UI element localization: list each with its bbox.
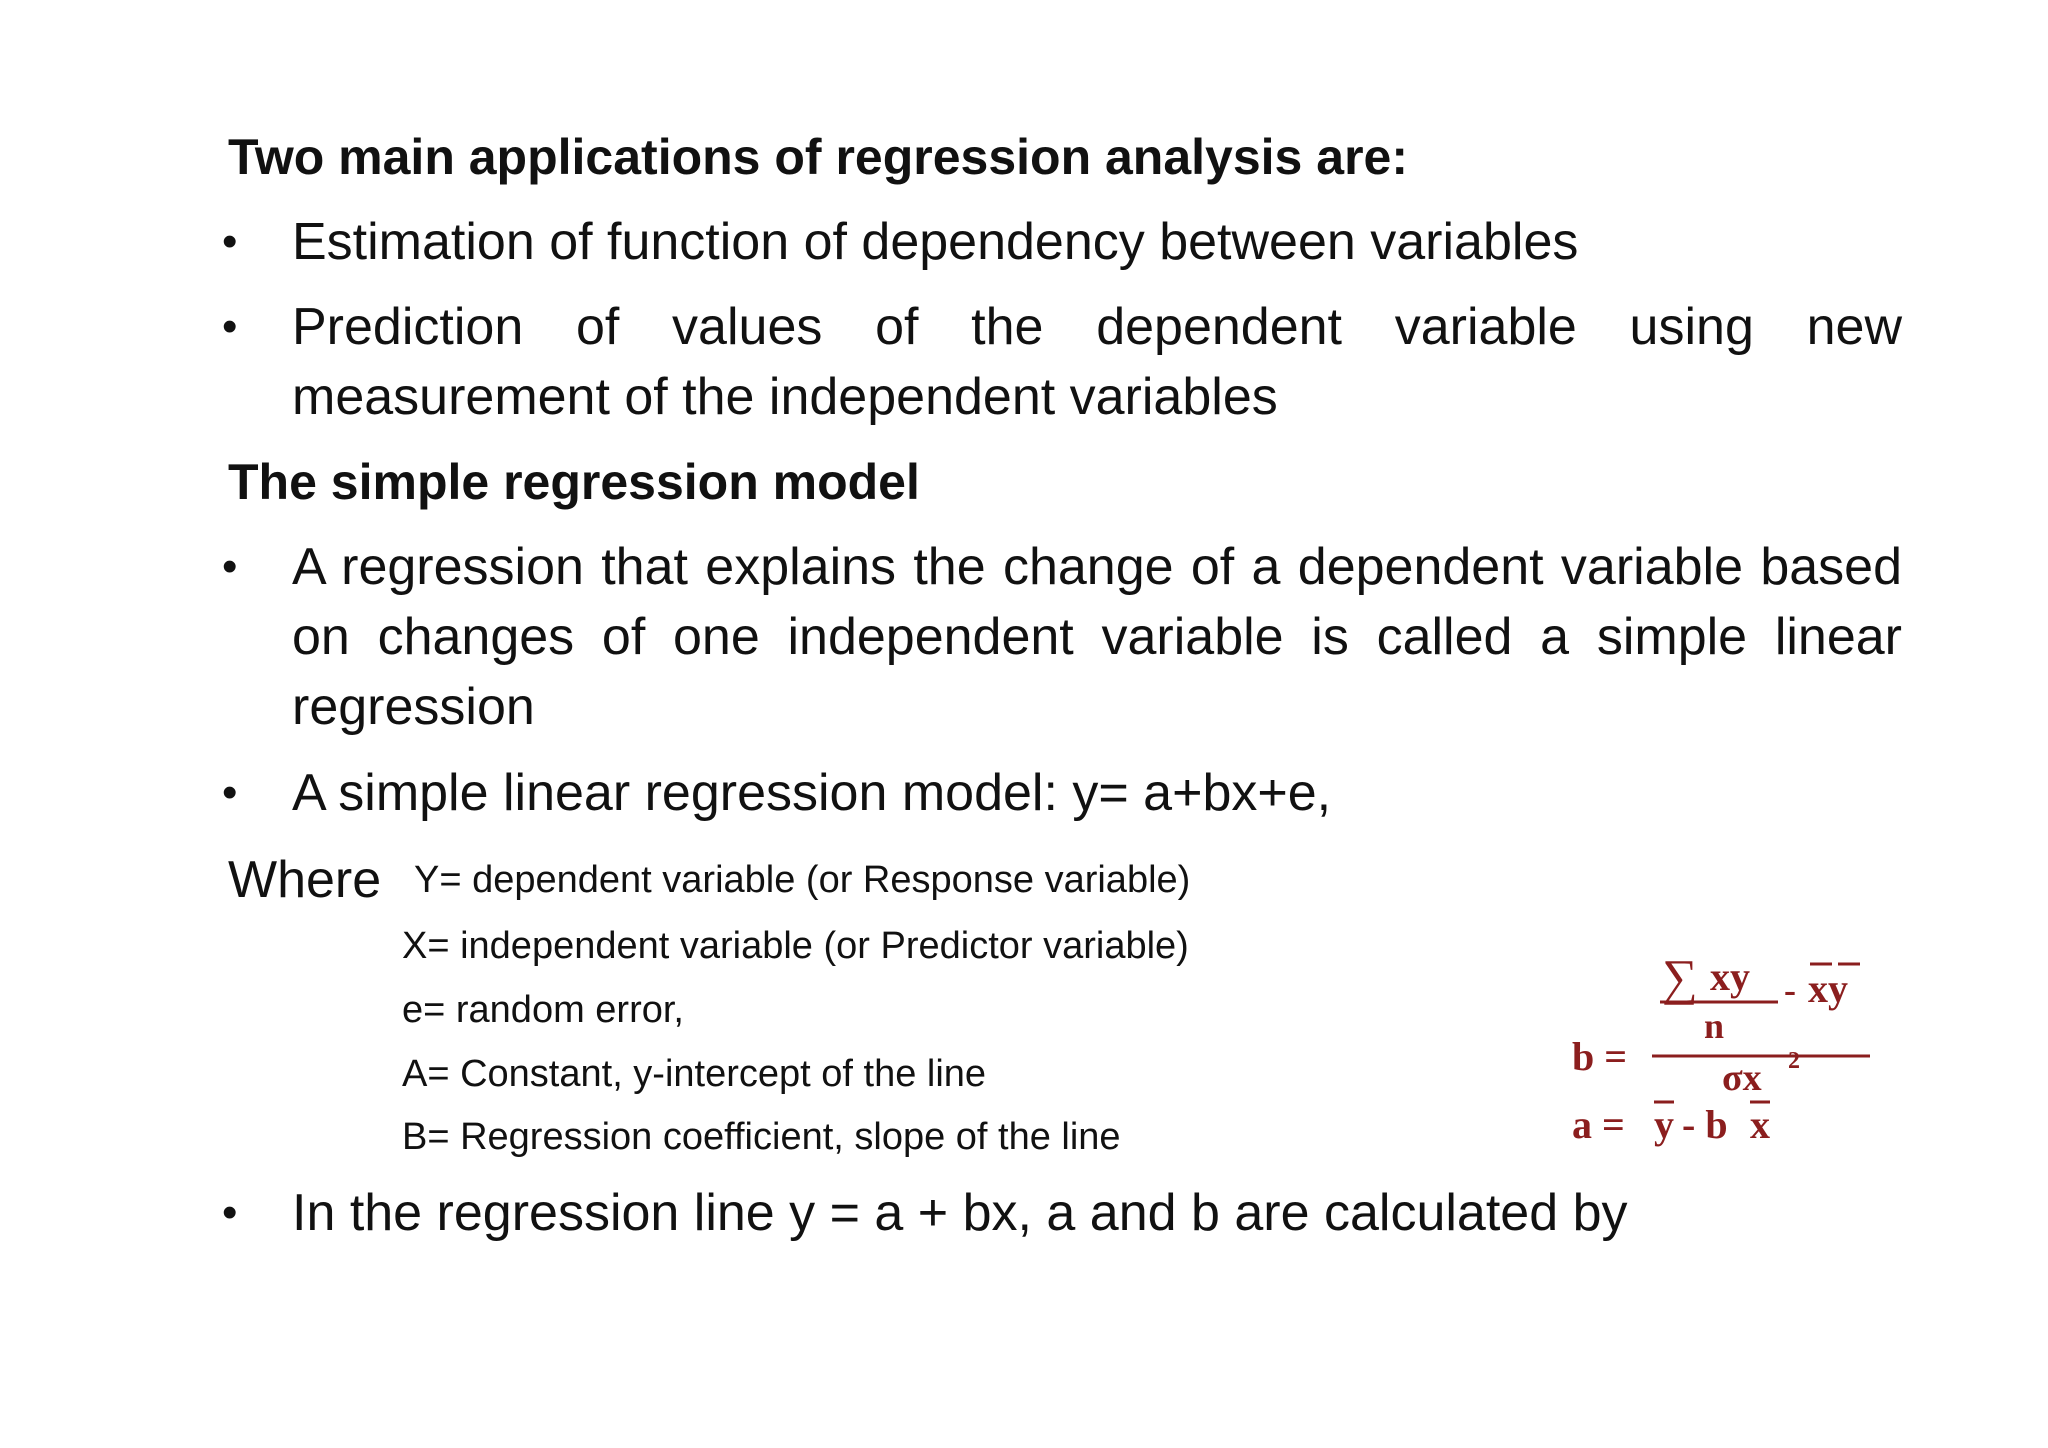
definition-item: e= random error, <box>402 989 684 1031</box>
a-rhs-mid: - b <box>1682 1102 1728 1147</box>
where-label: Where <box>228 851 382 909</box>
bullet-item <box>222 207 1902 277</box>
definition-item: A= Constant, y-intercept of the line <box>402 1053 987 1095</box>
denominator: σx <box>1722 1057 1762 1099</box>
bullet-item <box>222 758 1902 828</box>
bullet-dot-icon: • <box>222 1188 238 1237</box>
bullet-dot-icon: • <box>222 217 238 266</box>
bullet-text: Estimation of function of dependency between variables <box>292 213 1579 271</box>
mean-term: xy <box>1808 966 1848 1011</box>
numerator-term: xy <box>1710 954 1750 999</box>
bullet-text: A regression that explains the change of a dependent variable based on changes of one independent variable is called a simple linear regression <box>292 538 1902 736</box>
bullet-text: A simple linear regression model: y= a+bx+e, <box>292 764 1332 822</box>
minus-sign: - <box>1784 970 1796 1010</box>
definition-item: X= independent variable (or Predictor variable) <box>402 925 1189 967</box>
definition-item: Y= dependent variable (or Response variable) <box>414 859 1191 901</box>
sum-symbol: ∑ <box>1662 949 1698 1005</box>
bullet-item <box>222 292 1902 432</box>
a-rhs-y: y <box>1654 1102 1674 1147</box>
section1-heading: Two main applications of regression analysis are: <box>228 129 1408 185</box>
exponent: 2 <box>1788 1048 1800 1074</box>
a-lhs: a = <box>1572 1102 1625 1147</box>
divisor-n: n <box>1704 1006 1725 1046</box>
a-rhs-x: x <box>1750 1102 1770 1147</box>
bullet-dot-icon: • <box>222 768 238 817</box>
bullet-text: Prediction of values of the dependent variable using new measurement of the independent variables <box>292 298 1902 426</box>
bullet-item <box>222 532 1902 742</box>
regression-formula <box>1570 942 1900 1152</box>
bullet-dot-icon: • <box>222 542 238 591</box>
definition-item: B= Regression coefficient, slope of the line <box>402 1116 1121 1158</box>
bullet-dot-icon: • <box>222 302 238 351</box>
bullet-text: In the regression line y = a + bx, a and b are calculated by <box>292 1184 1628 1242</box>
formula-graphic <box>1570 942 1900 1152</box>
bullet-item <box>222 1178 1902 1248</box>
b-lhs: b = <box>1572 1034 1628 1079</box>
section2-heading: The simple regression model <box>228 454 920 510</box>
